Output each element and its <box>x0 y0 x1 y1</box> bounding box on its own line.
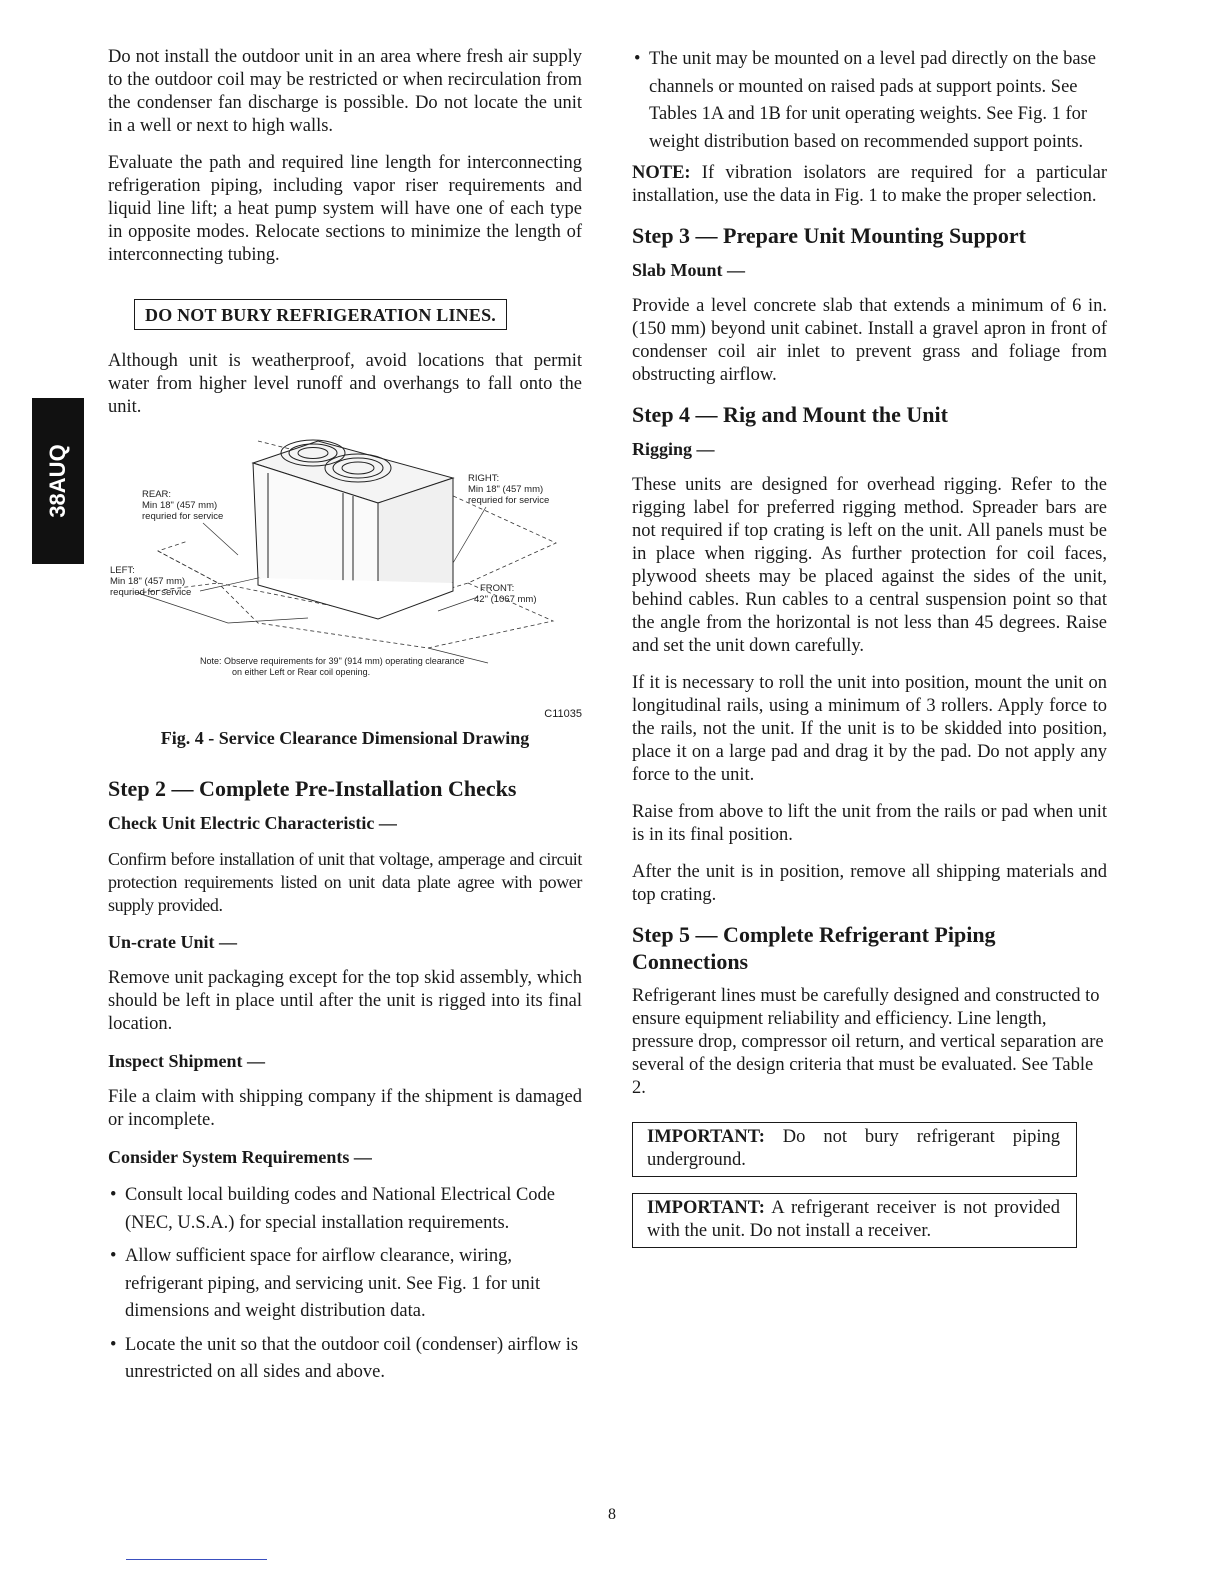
important-label: IMPORTANT: <box>647 1127 765 1147</box>
rear-required: requried for service <box>142 511 224 522</box>
front-label <box>474 583 537 605</box>
right-required: requried for service <box>468 495 550 506</box>
requirements-list <box>108 1182 582 1387</box>
step-2-heading: Step 2 — Complete Pre-Installation Checks <box>108 776 517 801</box>
note-line-2: on either Left or Rear coil opening. <box>232 667 371 677</box>
note-line-1: Note: Observe requirements for 39" (914 mm) operating clearance <box>200 656 465 666</box>
inspect-heading: Inspect Shipment — <box>108 1051 266 1071</box>
list-item: • Consult local building codes and National Electrical Code (NEC, U.S.A.) for special installation requirements. <box>108 1182 582 1237</box>
after-position-text: After the unit is in position, remove all shipping materials and top crating. <box>632 862 1107 905</box>
left-title: LEFT: <box>110 565 135 576</box>
raise-text: Raise from above to lift the unit from the rails or pad when unit is in its final position. <box>632 802 1107 845</box>
right-min: Min 18" (457 mm) <box>468 484 544 495</box>
left-required: requried for service <box>110 587 192 598</box>
important-label: IMPORTANT: <box>647 1198 765 1218</box>
side-tab <box>32 398 84 564</box>
figure-id: C11035 <box>544 708 582 720</box>
piping-text: Refrigerant lines must be carefully designed and constructed to ensure equipment reliability and efficiency. Line length, pressure drop, compressor oil return, and vertical separation are several of the design criteria that must be evaluated. See Table 2. <box>632 986 1104 1098</box>
check-electric-text: Confirm before installation of unit that voltage, amperage and circuit protection requirements listed on unit data plate agree with power supply provided. <box>108 849 582 915</box>
note-paragraph <box>632 162 1107 208</box>
left-min: Min 18" (457 mm) <box>110 576 186 587</box>
slab-mount-heading: Slab Mount — <box>632 260 746 280</box>
step-4-heading: Step 4 — Rig and Mount the Unit <box>632 402 948 427</box>
list-item: • The unit may be mounted on a level pad directly on the base channels or mounted on raised pads at support points. See Tables 1A and 1B for unit operating weights. See Fig. 1 for weight distribution based on recommended support points. <box>632 46 1107 156</box>
inspect-text: File a claim with shipping company if the shipment is damaged or incomplete. <box>108 1087 582 1130</box>
list-item: • Locate the unit so that the outdoor coil (condenser) airflow is unrestricted on all sides and above. <box>108 1332 582 1387</box>
important-text: A refrigerant receiver is not provided with the unit. Do not install a receiver. <box>647 1198 1060 1241</box>
note-label: NOTE: <box>632 163 691 183</box>
uncrate-text: Remove unit packaging except for the top skid assembly, which should be left in place until after the unit is rigged into its final location. <box>108 968 582 1034</box>
mounting-list <box>632 46 1107 156</box>
page-number: 8 <box>608 1506 616 1523</box>
left-column <box>108 46 582 1393</box>
left-label <box>110 565 191 598</box>
figure-caption: Fig. 4 - Service Clearance Dimensional Drawing <box>160 728 530 748</box>
warning-box: DO NOT BURY REFRIGERATION LINES. <box>134 299 507 330</box>
figure-note <box>200 656 464 677</box>
step-3-heading: Step 3 — Prepare Unit Mounting Support <box>632 223 1027 248</box>
slab-mount-text: Provide a level concrete slab that extends a minimum of 6 in. (150 mm) beyond unit cabinet. Install a gravel apron in front of condenser coil air inlet to prevent grass and foliage from obstructing airflow. <box>632 296 1107 385</box>
step-5-heading: Step 5 — Complete Refrigerant Piping Connections <box>632 922 996 974</box>
right-title: RIGHT: <box>468 473 500 484</box>
rear-min: Min 18" (457 mm) <box>142 500 218 511</box>
list-item: • Allow sufficient space for airflow clearance, wiring, refrigerant piping, and servicing unit. See Fig. 1 for unit dimensions and weight distribution data. <box>108 1243 582 1326</box>
right-column <box>632 46 1107 1264</box>
paragraph-outdoor-install: Do not install the outdoor unit in an area where fresh air supply to the outdoor coil may be restricted or when recirculation from the condenser fan discharge is possible. Do not locate the unit in a well or next to high walls. <box>108 47 582 136</box>
important-box-bury <box>632 1122 1077 1177</box>
rear-label <box>142 489 223 522</box>
rigging-text: These units are designed for overhead rigging. Refer to the rigging label for preferred rigging method. Spreader bars are not required if top crating is left on the unit. All panels must be in place when rigging. As further protection for coil faces, plywood sheets may be placed against the sides of the unit, behind cables. Run cables to a central suspension point so that the angle from the horizontal is not less than 45 degrees. Raise and set the unit down carefully. <box>632 475 1107 656</box>
service-clearance-figure <box>108 433 582 703</box>
footer-rule <box>126 1559 267 1560</box>
uncrate-heading: Un-crate Unit — <box>108 932 237 952</box>
side-tab-label: 38AUQ <box>45 444 70 518</box>
front-title: FRONT: <box>480 583 515 594</box>
important-text: Do not bury refrigerant piping underground. <box>647 1127 1060 1170</box>
clearance-drawing <box>108 433 582 703</box>
note-text: If vibration isolators are required for a particular installation, use the data in Fig. 1 to make the proper selection. <box>632 163 1107 206</box>
paragraph-weatherproof: Although unit is weatherproof, avoid locations that permit water from higher level runoff and overhangs to fall onto the unit. <box>108 351 582 417</box>
consider-heading: Consider System Requirements — <box>108 1147 372 1167</box>
paragraph-piping-path: Evaluate the path and required line length for interconnecting refrigeration piping, including vapor riser requirements and liquid line lift; a heat pump system will have one of each type in opposite modes. Relocate sections to minimize the length of interconnecting tubing. <box>108 153 582 265</box>
important-box-receiver <box>632 1193 1077 1248</box>
right-label <box>468 473 549 506</box>
unit-cabinet <box>253 441 453 619</box>
roll-text: If it is necessary to roll the unit into position, mount the unit on longitudinal rails, using a minimum of 3 rollers. Apply force to the rails, not the unit. If the unit is to be skidded into position, place it on a large pad and drag it by the pad. Do not apply any force to the unit. <box>632 673 1107 785</box>
front-distance: 42" (1067 mm) <box>474 594 537 605</box>
rear-title: REAR: <box>142 489 172 500</box>
rigging-heading: Rigging — <box>632 439 715 459</box>
check-electric-heading: Check Unit Electric Characteristic — <box>108 813 397 833</box>
